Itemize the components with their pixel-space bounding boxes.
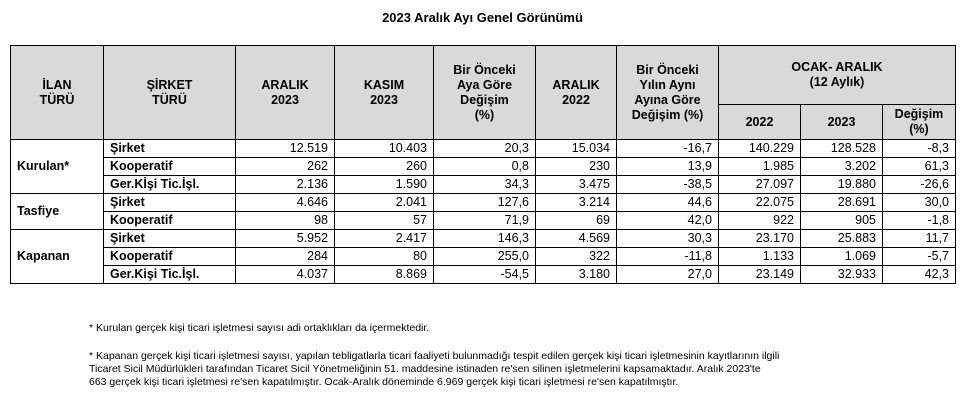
value-cell: 322	[536, 248, 617, 266]
value-cell: 3.214	[536, 194, 617, 212]
company-type-cell: Şirket	[104, 230, 236, 248]
header-kasim-2023: KASIM 2023	[335, 46, 434, 140]
statistics-table	[10, 45, 956, 284]
value-cell: 71,9	[434, 212, 536, 230]
value-cell: 3.202	[801, 158, 883, 176]
table-row	[11, 212, 956, 230]
value-cell: 284	[236, 248, 335, 266]
value-cell: 12.519	[236, 140, 335, 158]
value-cell: 2.136	[236, 176, 335, 194]
value-cell: 22.075	[719, 194, 801, 212]
footnote-kapanan: * Kapanan gerçek kişi ticari işletmesi sayısı, yapılan tebligatlarla ticari faaliyeti bulunmadığı tespit edilen gerçek kişi ticari işletmesinin kayıtlarının ilgili Ticaret Sicil Müdürlükleri tarafından Ticaret Sicil Yönetmeliğinin 51. maddesine istinaden re'sen silinen işletmelerini kapsamaktadır. Aralık 2023'te 663 gerçek kişi ticari işletmesi re'sen kapatılmıştır. Ocak-Aralık döneminde 6.969 gerçek kişi ticari işletmesi re'sen kapatılmıştır.	[89, 350, 780, 388]
value-cell: 10.403	[335, 140, 434, 158]
value-cell: 23.149	[719, 266, 801, 284]
value-cell: 34,3	[434, 176, 536, 194]
header-ocak-aralik: OCAK- ARALIK (12 Aylık)	[719, 46, 956, 105]
company-type-cell: Şirket	[104, 194, 236, 212]
value-cell: 42,3	[883, 266, 956, 284]
header-aralik-2022: ARALIK 2022	[536, 46, 617, 140]
value-cell: 69	[536, 212, 617, 230]
value-cell: -1,8	[883, 212, 956, 230]
value-cell: 42,0	[617, 212, 719, 230]
header-annual-change: Değişim (%)	[883, 105, 956, 140]
value-cell: 19.880	[801, 176, 883, 194]
value-cell: -16,7	[617, 140, 719, 158]
value-cell: 27,0	[617, 266, 719, 284]
value-cell: 1.590	[335, 176, 434, 194]
header-sirket-turu: ŞİRKET TÜRÜ	[104, 46, 236, 140]
value-cell: 146,3	[434, 230, 536, 248]
table-body	[11, 140, 956, 284]
table-row	[11, 230, 956, 248]
value-cell: 25.883	[801, 230, 883, 248]
value-cell: -5,7	[883, 248, 956, 266]
company-type-cell: Kooperatif	[104, 212, 236, 230]
value-cell: -38,5	[617, 176, 719, 194]
value-cell: 2.417	[335, 230, 434, 248]
value-cell: 13,9	[617, 158, 719, 176]
table-row	[11, 266, 956, 284]
company-type-cell: Kooperatif	[104, 158, 236, 176]
group-label: Tasfiye	[11, 194, 104, 230]
value-cell: 27.097	[719, 176, 801, 194]
footnote-kurulan: * Kurulan gerçek kişi ticari işletmesi sayısı adi ortaklıkları da içermektedir.	[89, 322, 430, 334]
table-row	[11, 176, 956, 194]
value-cell: 127,6	[434, 194, 536, 212]
value-cell: 1.985	[719, 158, 801, 176]
value-cell: 15.034	[536, 140, 617, 158]
value-cell: 922	[719, 212, 801, 230]
value-cell: 140.229	[719, 140, 801, 158]
value-cell: 80	[335, 248, 434, 266]
value-cell: 1.069	[801, 248, 883, 266]
header-aralik-2023: ARALIK 2023	[236, 46, 335, 140]
value-cell: 905	[801, 212, 883, 230]
value-cell: 30,0	[883, 194, 956, 212]
value-cell: 1.133	[719, 248, 801, 266]
value-cell: 4.569	[536, 230, 617, 248]
value-cell: 20,3	[434, 140, 536, 158]
value-cell: 98	[236, 212, 335, 230]
page-title: 2023 Aralık Ayı Genel Görünümü	[382, 10, 583, 25]
value-cell: 2.041	[335, 194, 434, 212]
value-cell: 32.933	[801, 266, 883, 284]
header-year-2022: 2022	[719, 105, 801, 140]
value-cell: 0,8	[434, 158, 536, 176]
value-cell: 11,7	[883, 230, 956, 248]
company-type-cell: Ger.Kİşi Tic.İşl.	[104, 176, 236, 194]
value-cell: 260	[335, 158, 434, 176]
value-cell: 44,6	[617, 194, 719, 212]
value-cell: 23.170	[719, 230, 801, 248]
value-cell: 8.869	[335, 266, 434, 284]
group-label: Kapanan	[11, 230, 104, 284]
header-ilan-turu: İLAN TÜRÜ	[11, 46, 104, 140]
header-year-2023: 2023	[801, 105, 883, 140]
value-cell: -11,8	[617, 248, 719, 266]
value-cell: -26,6	[883, 176, 956, 194]
footnotes	[89, 322, 949, 389]
company-type-cell: Ger.Kişi Tic.İşl.	[104, 266, 236, 284]
company-type-cell: Kooperatif	[104, 248, 236, 266]
company-type-cell: Şirket	[104, 140, 236, 158]
value-cell: -8,3	[883, 140, 956, 158]
header-yearly-change: Bir Önceki Yılın Aynı Ayına Göre Değişim (%)	[617, 46, 719, 140]
value-cell: 61,3	[883, 158, 956, 176]
value-cell: 255,0	[434, 248, 536, 266]
value-cell: -54,5	[434, 266, 536, 284]
value-cell: 30,3	[617, 230, 719, 248]
value-cell: 3.475	[536, 176, 617, 194]
table-row	[11, 140, 956, 158]
value-cell: 28.691	[801, 194, 883, 212]
header-monthly-change: Bir Önceki Aya Göre Değişim (%)	[434, 46, 536, 140]
value-cell: 128.528	[801, 140, 883, 158]
value-cell: 4.646	[236, 194, 335, 212]
group-label: Kurulan*	[11, 140, 104, 194]
table-row	[11, 158, 956, 176]
value-cell: 262	[236, 158, 335, 176]
value-cell: 57	[335, 212, 434, 230]
table-row	[11, 194, 956, 212]
value-cell: 230	[536, 158, 617, 176]
table-row	[11, 248, 956, 266]
value-cell: 5.952	[236, 230, 335, 248]
value-cell: 4.037	[236, 266, 335, 284]
value-cell: 3.180	[536, 266, 617, 284]
